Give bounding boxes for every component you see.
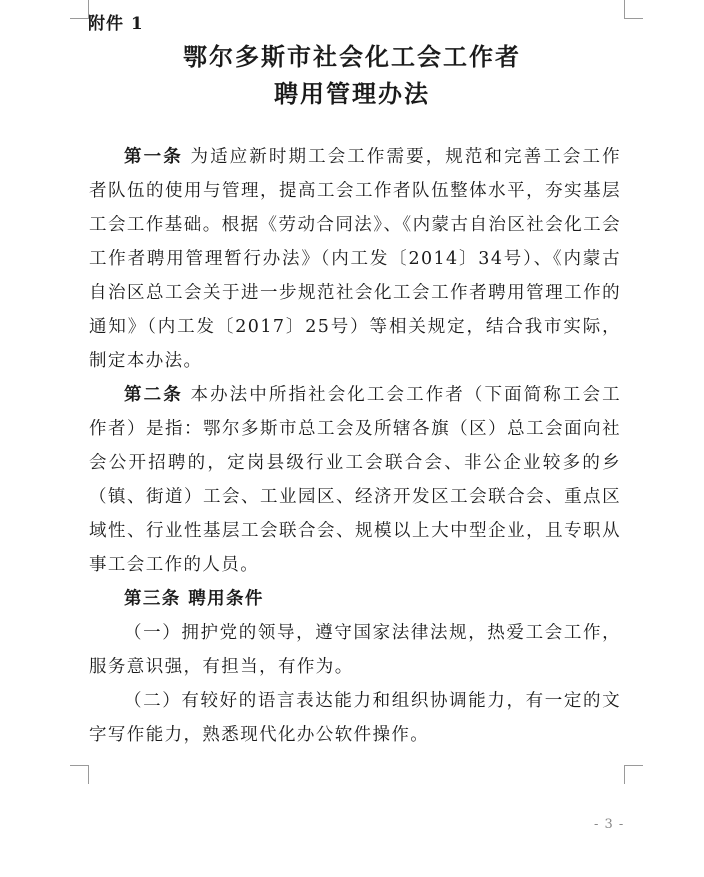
condition-2: （二）有较好的语言表达能力和组织协调能力，有一定的文字写作能力，熟悉现代化办公软件操作。 bbox=[89, 691, 621, 745]
article-1 bbox=[89, 140, 621, 378]
article-2-heading: 第二条 bbox=[124, 385, 183, 405]
article-3 bbox=[89, 582, 621, 616]
article-3-title: 聘用条件 bbox=[188, 589, 264, 609]
document-title-line-1: 鄂尔多斯市社会化工会工作者 bbox=[183, 42, 521, 71]
article-3-heading: 第三条 bbox=[124, 589, 181, 609]
crop-mark-top-left bbox=[70, 0, 89, 19]
page-number: - 3 - bbox=[594, 817, 625, 832]
crop-mark-bottom-left bbox=[70, 765, 89, 784]
article-1-text: 为适应新时期工会工作需要，规范和完善工会工作者队伍的使用与管理，提高工会工作者队伍整体水平，夯实基层工会工作基础。根据《劳动合同法》、《内蒙古自治区社会化工会工作者聘用管理暂行办法》（内工发〔2014〕34号）、《内蒙古自治区总工会关于进一步规范社会化工会工作者聘用管理工作的通知》（内工发〔2017〕25号）等相关规定，结合我市实际，制定本办法。 bbox=[89, 147, 621, 371]
attachment-label: 附件 1 bbox=[88, 14, 144, 34]
crop-mark-bottom-right bbox=[624, 765, 643, 784]
article-1-heading: 第一条 bbox=[124, 147, 183, 167]
document-body bbox=[89, 140, 621, 752]
condition-1: （一）拥护党的领导，遵守国家法律法规，热爱工会工作，服务意识强，有担当，有作为。 bbox=[89, 623, 621, 677]
article-2 bbox=[89, 378, 621, 582]
crop-mark-top-right bbox=[624, 0, 643, 19]
document-title-line-2: 聘用管理办法 bbox=[274, 79, 430, 108]
article-2-text: 本办法中所指社会化工会工作者（下面简称工会工作者）是指：鄂尔多斯市总工会及所辖各旗（区）总工会面向社会公开招聘的，定岗县级行业工会联合会、非公企业较多的乡（镇、街道）工会、工业园区、经济开发区工会联合会、重点区域性、行业性基层工会联合会、规模以上大中型企业，且专职从事工会工作的人员。 bbox=[89, 385, 621, 575]
